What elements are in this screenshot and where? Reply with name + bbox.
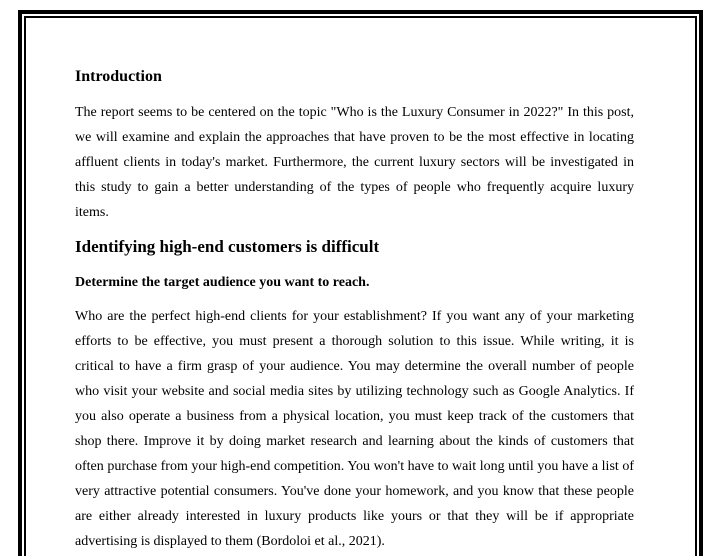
document-content [75, 0, 634, 554]
paragraph-introduction: The report seems to be centered on the topic "Who is the Luxury Consumer in 2022?" In this post, we will examine and explain the approaches that have proven to be the most effective in locating affluent clients in today's market. Furthermore, the current luxury sectors will be investigated in this study to gain a better understanding of the types of people who frequently acquire luxury items. [75, 105, 634, 220]
heading-introduction: Introduction [75, 68, 162, 85]
paragraph-target-audience: Who are the perfect high-end clients for your establishment? If you want any of your marketing efforts to be effective, you must present a thorough solution to this issue. While writing, it is critical to have a firm grasp of your audience. You may determine the overall number of people who visit your website and social media sites by utilizing technology such as Google Analytics. If you also operate a business from a physical location, you must keep track of the customers that shop there. Improve it by doing market research and learning about the kinds of customers that often purchase from your high-end competition. You won't have to wait long until you have a list of very attractive potential consumers. You've done your homework, and you know that these people are either already interested in luxury products like yours or that they will be if appropriate advertising is displayed to them (Bordoloi et al., 2021). [75, 309, 634, 549]
subheading-target-audience: Determine the target audience you want to reach. [75, 275, 370, 290]
heading-identifying-customers: Identifying high-end customers is difficult [75, 237, 380, 256]
